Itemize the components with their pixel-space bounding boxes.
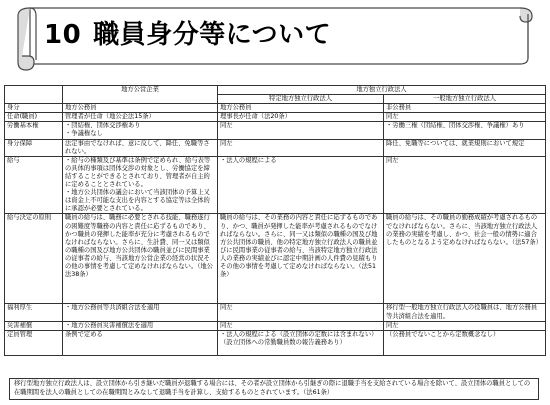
cell-specific-salary: ・法人の規程による bbox=[218, 156, 384, 214]
cell-general-salary-principle: 職員の給与は、その職員の勤務成績が考慮されるものでなければならない。さらに、当該地方独立行政法人の業務の実績を考慮し、かつ、社会一般の情勢に適合したものとなるよう定めなければならない。（法57条） bbox=[384, 214, 546, 304]
cell-enterprise-staffing: 条例で定める bbox=[63, 330, 218, 355]
cell-enterprise-job-security: 法定事由でなければ、意に反して、降任、免職等されない。 bbox=[63, 139, 218, 156]
cell-enterprise-status: 地方公務員 bbox=[63, 104, 218, 113]
cell-enterprise-salary: ・給与の種類及び基準は条例で定められ、給与表等の具体的事項は団体交渉の対象とし、労働協定を締結することができるとされており、管理者が自主的に定めることとされている。 ・地方公共団体の議会において当該団体の予算上又は資金上不可能な支出を内容とする協定等は全体的に承認が必要とされている。 bbox=[63, 156, 218, 214]
title-banner bbox=[0, 0, 550, 72]
footnote-box bbox=[9, 378, 539, 400]
cell-enterprise-salary-principle: 職員の給与は、職務に必要とされる技能、職務遂行の困難度等職務の内容と責任に応ずるものであり、かつ職員の発揮した能率が充分に考慮されるものでなければならない。さらに、生計費、同一又は類似の職種の国及び地方公共団体の職員並びに民間事業の従事者の給与、当該地方公営企業の経営の状況その他の事情を考慮して定めなければならない。（地公法38条） bbox=[63, 214, 218, 304]
cell-specific-salary-principle: 職員の給与は、その業務の内容と責任に応ずるものであり、かつ、職員が発揮した能率が考慮されるものでなければならない。さらに、同一又は類似の職種の国及び地方公共団体の職員、他の特定地方独立行政法人の職員並びに民間事業の従事者の給与、当該特定地方独立行政法人の業務の実績並びに認定中期計画の人件費の見積もりその他の事情を考慮して定めなければならない。（法51条） bbox=[218, 214, 384, 304]
cell-specific-job-security: 同左 bbox=[218, 139, 384, 156]
table-row bbox=[5, 104, 546, 113]
cell-enterprise-appointment: 管理者が任命（地公企法15条） bbox=[63, 113, 218, 122]
cell-specific-status: 地方公務員 bbox=[218, 104, 384, 113]
cell-enterprise-welfare: ・地方公務員等共済組合法を適用 bbox=[63, 304, 218, 321]
header-public-enterprise: 地方公営企業 bbox=[63, 86, 218, 104]
row-label-labor-rights: 労働基本権 bbox=[5, 122, 63, 139]
comparison-table bbox=[4, 85, 546, 356]
cell-specific-staffing: ・法人の規程による（設立団体の定数には含まれない） （設立団体への常勤職員数の報告義務あり） bbox=[218, 330, 384, 355]
row-label-welfare: 福利厚生 bbox=[5, 304, 63, 321]
cell-specific-appointment: 理事長が任命（法20条） bbox=[218, 113, 384, 122]
cell-general-status: 非公務員 bbox=[384, 104, 546, 113]
cell-specific-welfare: 同左 bbox=[218, 304, 384, 321]
table-row bbox=[5, 122, 546, 139]
cell-general-labor-rights: ・労働三権（団結権、団体交渉権、争議権）あり bbox=[384, 122, 546, 139]
footnote-text: 移行型地方独立行政法人は、設立団体から引き継いだ職員が退職する場合には、その者が設立団体から引継ぎの際に退職手当を支給されている場合を除いて、設立団体の職員としての在職期間を法人の職員としての在職期間とみなして退職手当を計算し、支給するものとされています。（法61条） bbox=[14, 380, 531, 396]
cell-general-job-security: 降任、免職等については、就業規則において規定 bbox=[384, 139, 546, 156]
page-title bbox=[44, 20, 331, 50]
row-label-accident-comp: 災害補償 bbox=[5, 321, 63, 330]
row-label-job-security: 身分保障 bbox=[5, 139, 63, 156]
cell-enterprise-accident-comp: ・地方公務員災害補償法を適用 bbox=[63, 321, 218, 330]
row-label-salary: 給与 bbox=[5, 156, 63, 214]
table-header-row bbox=[5, 86, 546, 95]
cell-general-salary: 同左 bbox=[384, 156, 546, 214]
row-label-status: 身分 bbox=[5, 104, 63, 113]
row-label-staffing: 定員管理 bbox=[5, 330, 63, 355]
cell-general-accident-comp: 同左 bbox=[384, 321, 546, 330]
cell-specific-accident-comp: 同左 bbox=[218, 321, 384, 330]
cell-enterprise-labor-rights: ・団結権、団体交渉権あり ・争議権なし bbox=[63, 122, 218, 139]
cell-general-staffing: （公務員でないことから定数概念なし） bbox=[384, 330, 546, 355]
cell-general-appointment: 同左 bbox=[384, 113, 546, 122]
table-row bbox=[5, 304, 546, 321]
header-specific-agency: 特定地方独立行政法人 bbox=[218, 95, 384, 104]
row-label-salary-principle: 給与決定の原則 bbox=[5, 214, 63, 304]
table-row bbox=[5, 321, 546, 330]
row-label-appointment: 任命(職員) bbox=[5, 113, 63, 122]
cell-general-welfare: 移行型一般地方独立行政法人の役職員は、地方公務員等共済組合法を適用。 bbox=[384, 304, 546, 321]
table-row bbox=[5, 156, 546, 214]
table-row bbox=[5, 330, 546, 355]
header-general-agency: 一般地方独立行政法人 bbox=[384, 95, 546, 104]
title-text: 職員身分等について bbox=[93, 20, 332, 50]
header-independent-agency: 地方独立行政法人 bbox=[218, 86, 546, 95]
cell-specific-labor-rights: 同左 bbox=[218, 122, 384, 139]
table-row bbox=[5, 214, 546, 304]
table-row bbox=[5, 139, 546, 156]
table-row bbox=[5, 113, 546, 122]
title-number: 10 bbox=[44, 20, 82, 50]
header-corner bbox=[5, 86, 63, 104]
